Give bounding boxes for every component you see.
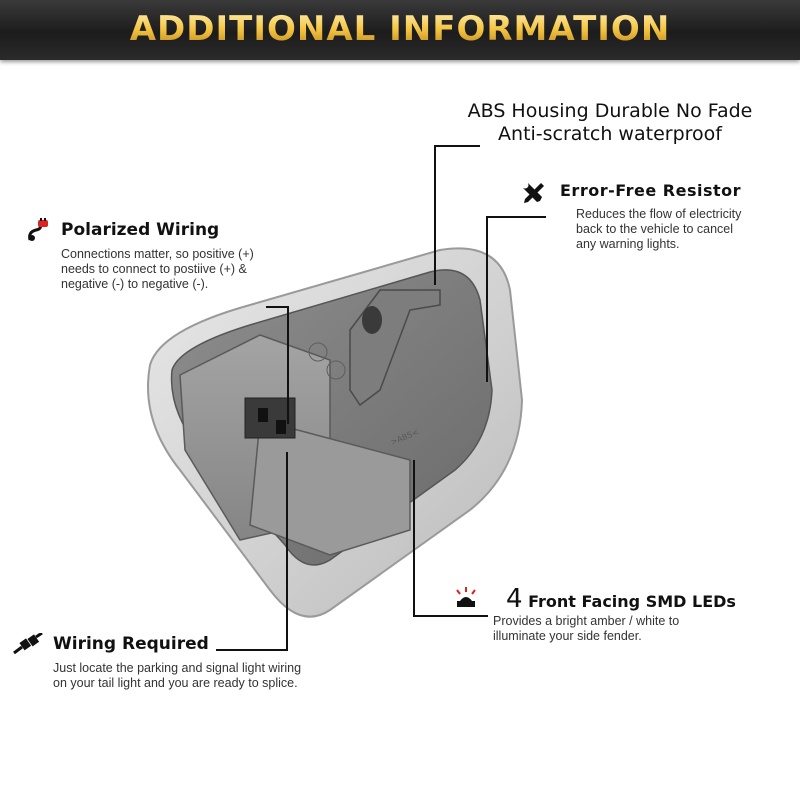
- resistor-callout-line-vertical: [486, 216, 488, 382]
- leds-desc-line: Provides a bright amber / white to: [493, 614, 680, 628]
- wiring-callout-line: [286, 452, 288, 650]
- wiring-required-desc-line: Just locate the parking and signal light wiring: [53, 661, 302, 675]
- error-free-desc: [576, 207, 741, 252]
- polarized-callout-line-vertical: [287, 306, 289, 424]
- wiring-required-title: Wiring Required: [53, 634, 209, 654]
- svg-text:>ABS<: >ABS<: [389, 427, 420, 447]
- leds-desc: [493, 614, 679, 644]
- abs-housing-line1: ABS Housing Durable No Fade: [467, 100, 753, 122]
- leds-title: [506, 584, 736, 614]
- error-free-desc-line: Reduces the flow of electricity: [576, 207, 742, 221]
- wiring-required-desc: [53, 661, 301, 691]
- leds-callout-line: [413, 460, 415, 616]
- leds-title-text: Front Facing SMD LEDs: [528, 592, 736, 611]
- error-free-title: Error-Free Resistor: [560, 181, 742, 200]
- polarized-callout-line: [266, 306, 288, 308]
- wiring-callout-line-horizontal: [216, 649, 288, 651]
- wrench-screwdriver-icon: [520, 180, 546, 206]
- polarized-title: Polarized Wiring: [61, 220, 220, 240]
- polarized-desc: [61, 247, 254, 292]
- polarized-desc-line: negative (-) to negative (-).: [61, 277, 209, 291]
- connector-icon: [12, 633, 44, 657]
- error-free-desc-line: back to the vehicle to cancel: [576, 222, 734, 236]
- leds-desc-line: illuminate your side fender.: [493, 629, 642, 643]
- resistor-callout-line: [486, 216, 546, 218]
- abs-housing-line2: Anti-scratch waterproof: [498, 123, 722, 145]
- wiring-required-desc-line: on your tail light and you are ready to splice.: [53, 676, 298, 690]
- plug-icon: [26, 218, 52, 244]
- abs-callout-line-vertical: [434, 145, 436, 285]
- leds-callout-line-horizontal: [413, 615, 488, 617]
- leds-count: 4: [506, 584, 523, 614]
- polarized-desc-line: needs to connect to postiive (+) &: [61, 262, 247, 276]
- banner-title: ADDITIONAL INFORMATION: [0, 9, 800, 49]
- polarized-desc-line: Connections matter, so positive (+): [61, 247, 254, 261]
- led-light-icon: [452, 585, 480, 609]
- abs-housing-text: [430, 100, 790, 146]
- error-free-desc-line: any warning lights.: [576, 237, 680, 251]
